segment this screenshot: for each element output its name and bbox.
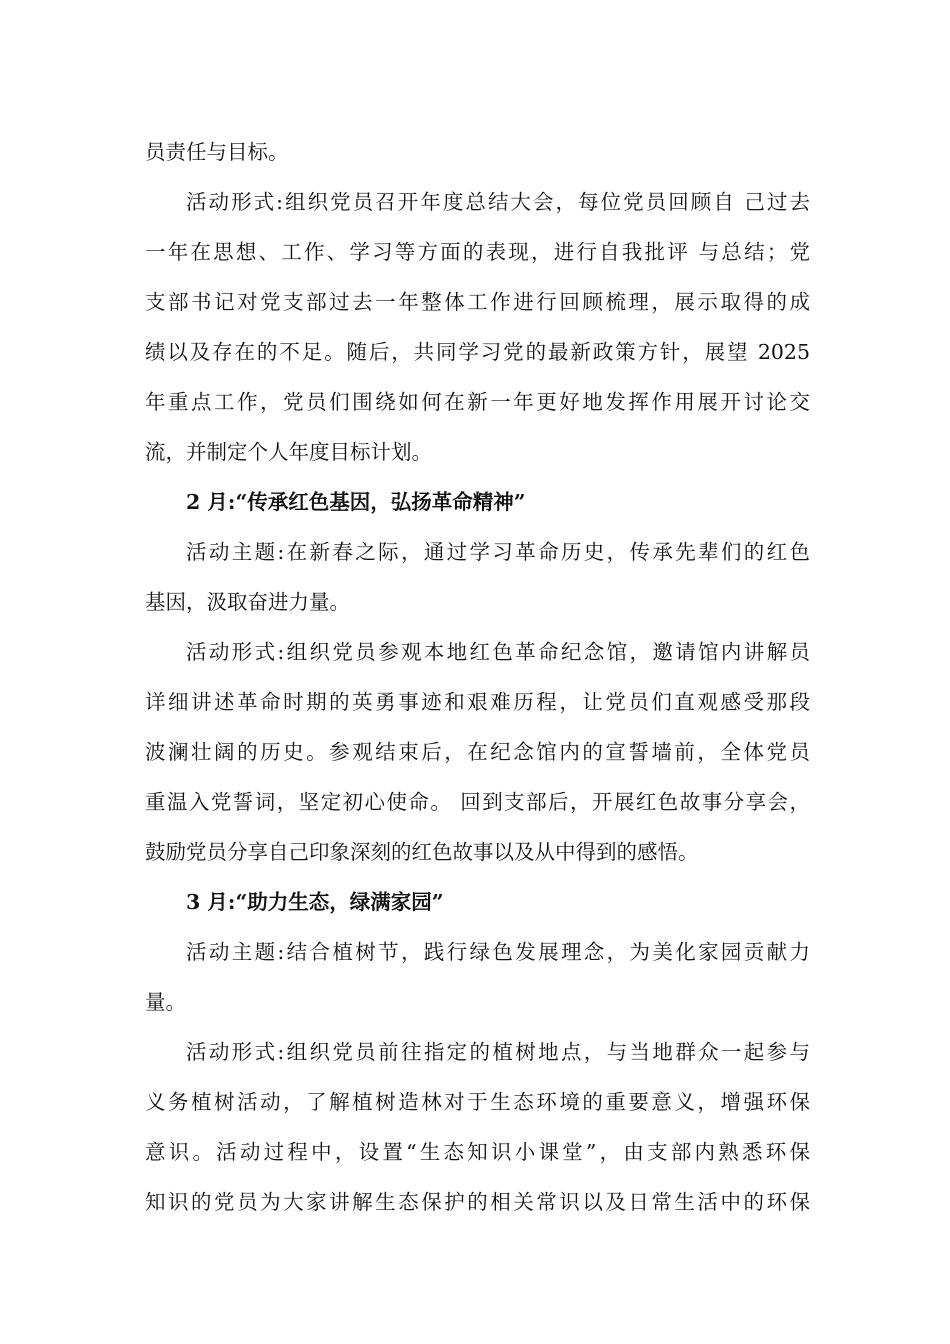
paragraph-line: 知识的党员为大家讲解生态保护的相关常识以及日常生活中的环保 — [145, 1190, 810, 1214]
paragraph-line: 活动形式:组织党员前往指定的植树地点，与当地群众一起参与 — [186, 1040, 810, 1064]
paragraph-line: 鼓励党员分享自己印象深刻的红色故事以及从中得到的感悟。 — [145, 840, 699, 864]
paragraph-line: 活动形式:组织党员参观本地红色革命纪念馆，邀请馆内讲解员 — [186, 640, 810, 664]
document-body — [145, 127, 810, 1227]
paragraph-line: 绩以及存在的不足。随后，共同学习党的最新政策方针，展望 2025 — [145, 340, 810, 364]
paragraph-line: 年重点工作，党员们围绕如何在新一年更好地发挥作用展开讨论交 — [145, 390, 810, 414]
paragraph-line: 活动主题:在新春之际，通过学习革命历史，传承先辈们的红色 — [186, 540, 810, 564]
section-heading-february: 2 月:“传承红色基因，弘扬革命精神” — [186, 490, 526, 514]
paragraph-line: 支部书记对党支部过去一年整体工作进行回顾梳理，展示取得的成 — [145, 290, 810, 314]
paragraph-line: 量。 — [145, 990, 186, 1014]
section-heading-march: 3 月:“助力生态，绿满家园” — [186, 890, 444, 914]
paragraph-line: 活动形式:组织党员召开年度总结大会，每位党员回顾自 己过去 — [186, 190, 810, 214]
paragraph-line: 基因，汲取奋进力量。 — [145, 590, 350, 614]
paragraph-line: 义务植树活动，了解植树造林对于生态环境的重要意义，增强环保 — [145, 1090, 810, 1114]
paragraph-line: 员责任与目标。 — [145, 140, 289, 164]
paragraph-line: 一年在思想、工作、学习等方面的表现，进行自我批评 与总结；党 — [145, 240, 810, 264]
paragraph-line: 详细讲述革命时期的英勇事迹和艰难历程，让党员们直观感受那段 — [145, 690, 810, 714]
paragraph-line: 活动主题:结合植树节，践行绿色发展理念，为美化家园贡献力 — [186, 940, 810, 964]
paragraph-line: 波澜壮阔的历史。参观结束后，在纪念馆内的宣誓墙前，全体党员 — [145, 740, 810, 764]
paragraph-line: 流，并制定个人年度目标计划。 — [145, 440, 432, 464]
paragraph-line: 重温入党誓词，坚定初心使命。 回到支部后，开展红色故事分享会， — [145, 790, 810, 814]
paragraph-line: 意识。活动过程中，设置“生态知识小课堂”，由支部内熟悉环保 — [145, 1140, 810, 1164]
